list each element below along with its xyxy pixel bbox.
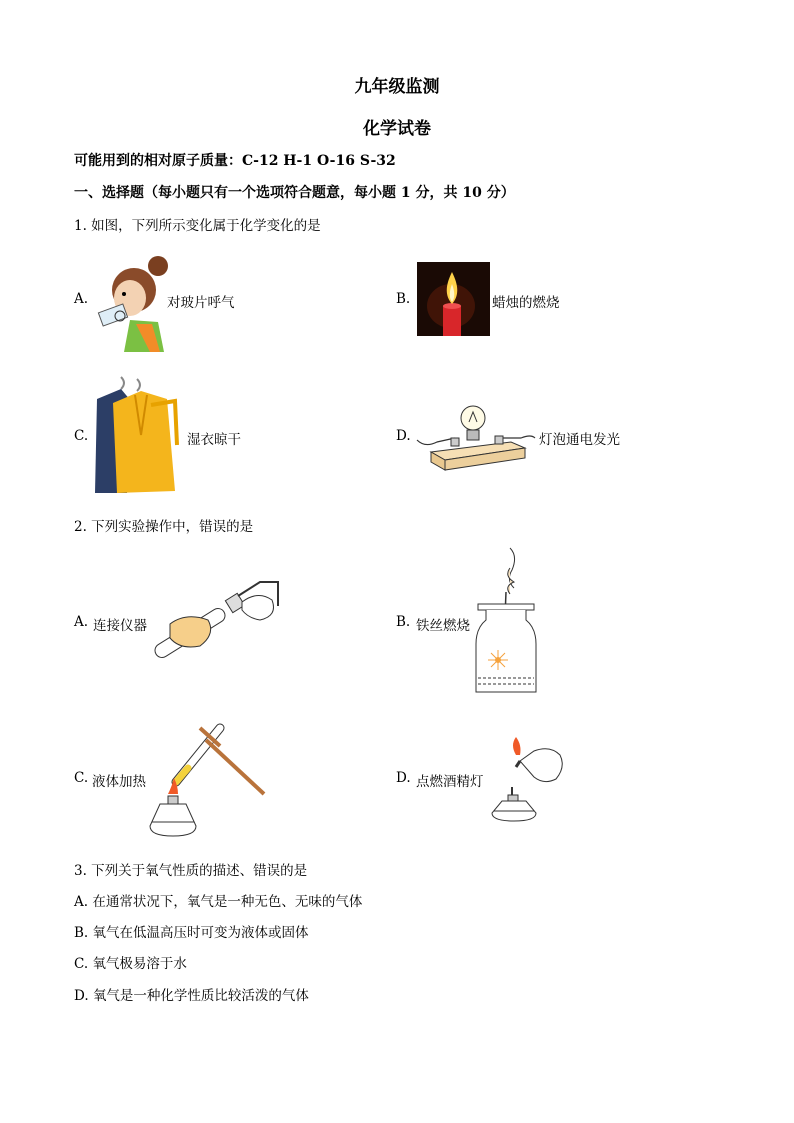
q3-option-b-letter: B.	[74, 925, 89, 941]
burning-candle-icon	[417, 262, 490, 336]
heating-liquid-icon	[146, 722, 266, 840]
q1-option-d-letter: D.	[396, 428, 411, 444]
q3-option-c-letter: C.	[74, 956, 89, 972]
q2-option-a-text: 连接仪器	[93, 618, 147, 634]
q2-option-b-letter: B.	[396, 614, 411, 630]
q2-option-d-letter: D.	[396, 770, 411, 786]
q1-option-a-letter: A.	[74, 291, 89, 307]
page-subtitle: 化学试卷	[363, 119, 431, 139]
question-3-stem: 3. 下列关于氧气性质的描述、错误的是	[74, 863, 308, 879]
q1-option-b-text: 蜡烛的燃烧	[492, 295, 560, 311]
q1-option-b-letter: B.	[396, 291, 411, 307]
q3-option-a-letter: A.	[74, 894, 89, 910]
q1-option-c-letter: C.	[74, 428, 89, 444]
light-bulb-circuit-icon	[415, 402, 537, 472]
q3-option-d-text: 氧气是一种化学性质比较活泼的气体	[92, 988, 309, 1004]
q3-option-c-text: 氧气极易溶于水	[92, 956, 187, 972]
q2-option-a-letter: A.	[74, 614, 89, 630]
q3-option-d	[74, 984, 309, 1004]
q3-option-a	[74, 890, 362, 910]
q1-option-c-text: 湿衣晾干	[187, 432, 241, 448]
atomic-masses-note: 可能用到的相对原子质量：C-12 H-1 O-16 S-32	[74, 153, 396, 169]
q3-option-b-text: 氧气在低温高压时可变为液体或固体	[92, 925, 309, 941]
q3-option-d-letter: D.	[74, 988, 89, 1004]
section-heading: 一、选择题（每小题只有一个选项符合题意，每小题 1 分，共 10 分）	[74, 185, 515, 201]
q2-option-c-letter: C.	[74, 770, 89, 786]
q3-option-a-text: 在通常状况下，氧气是一种无色、无味的气体	[92, 894, 363, 910]
q2-option-b-text: 铁丝燃烧	[416, 618, 470, 634]
q2-option-c-text: 液体加热	[92, 774, 146, 790]
q2-option-d-text: 点燃酒精灯	[416, 774, 484, 790]
page-title: 九年级监测	[354, 77, 440, 97]
drying-clothes-icon	[91, 375, 183, 495]
connecting-instruments-icon	[150, 576, 288, 668]
q3-option-b	[74, 921, 309, 941]
q1-option-a-text: 对玻片呼气	[167, 295, 235, 311]
question-1-stem: 1. 如图，下列所示变化属于化学变化的是	[74, 218, 321, 234]
girl-breathing-on-glass-icon	[94, 250, 164, 352]
question-2-stem: 2. 下列实验操作中，错误的是	[74, 519, 254, 535]
lighting-alcohol-lamp-icon	[490, 737, 566, 823]
q3-option-c	[74, 952, 187, 972]
q1-option-d-text: 灯泡通电发光	[539, 432, 620, 448]
iron-wire-burning-icon	[474, 546, 538, 694]
